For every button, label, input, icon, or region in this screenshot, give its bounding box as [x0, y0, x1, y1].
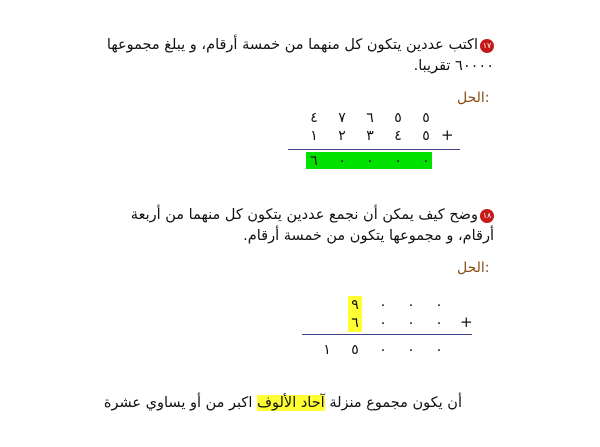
digit: ٣ — [366, 128, 374, 144]
result-digit: ٠ — [407, 342, 415, 358]
solution-label: الحل: — [457, 260, 490, 276]
highlighted-digit: ٦ — [348, 314, 362, 332]
result-digit: ٠ — [422, 153, 430, 169]
digit: ٠ — [407, 297, 415, 313]
digit: ٠ — [379, 297, 387, 313]
question-18 — [34, 205, 494, 247]
result-digit: ٥ — [351, 342, 359, 358]
digit: ٥ — [394, 110, 402, 126]
sum-line — [288, 149, 460, 150]
result-digit: ٠ — [379, 342, 387, 358]
conclusion-highlight: آحاد الألوف — [256, 395, 325, 411]
question-number-badge: ١٧ — [480, 39, 494, 53]
digit: ٠ — [407, 315, 415, 331]
digit: ٤ — [394, 128, 402, 144]
digit: ٢ — [338, 128, 346, 144]
solution-label: الحل: — [457, 90, 490, 106]
conclusion-after: اكبر من أو يساوي عشرة — [103, 395, 253, 411]
result-digit: ٠ — [435, 342, 443, 358]
question-17 — [34, 35, 494, 77]
result-digit: ٦ — [310, 153, 318, 169]
digit: ٥ — [422, 128, 430, 144]
digit: ٧ — [338, 110, 346, 126]
question-17-line-1 — [34, 35, 494, 56]
digit: ٥ — [422, 110, 430, 126]
digit: ١ — [310, 128, 318, 144]
conclusion-before: أن يكون مجموع منزلة — [329, 395, 462, 411]
result-digit: ٠ — [394, 153, 402, 169]
digit: ٠ — [435, 315, 443, 331]
plus-sign: + — [441, 126, 454, 144]
question-number-badge: ١٨ — [480, 209, 494, 223]
question-17-text-1: اكتب عددين يتكون كل منهما من خمسة أرقام، و يبلغ مجموعها — [106, 37, 478, 53]
digit: ٦ — [366, 110, 374, 126]
question-18-line-1 — [34, 205, 494, 226]
result-digit: ٠ — [338, 153, 346, 169]
digit: ٠ — [379, 315, 387, 331]
digit: ٤ — [310, 110, 318, 126]
result-digit: ٠ — [366, 153, 374, 169]
conclusion-text — [42, 393, 462, 413]
sum-line — [302, 334, 472, 335]
question-18-line-2: أرقام، و مجموعها يتكون من خمسة أرقام. — [243, 228, 494, 244]
highlighted-digit: ٩ — [348, 296, 362, 314]
question-18-text-1: وضح كيف يمكن أن نجمع عددين يتكون كل منهما من أربعة — [130, 207, 478, 223]
question-17-line-2: ٦٠٠٠٠ تقريبا. — [413, 58, 494, 74]
digit: ٠ — [435, 297, 443, 313]
plus-sign: + — [460, 313, 473, 331]
result-digit: ١ — [323, 342, 331, 358]
